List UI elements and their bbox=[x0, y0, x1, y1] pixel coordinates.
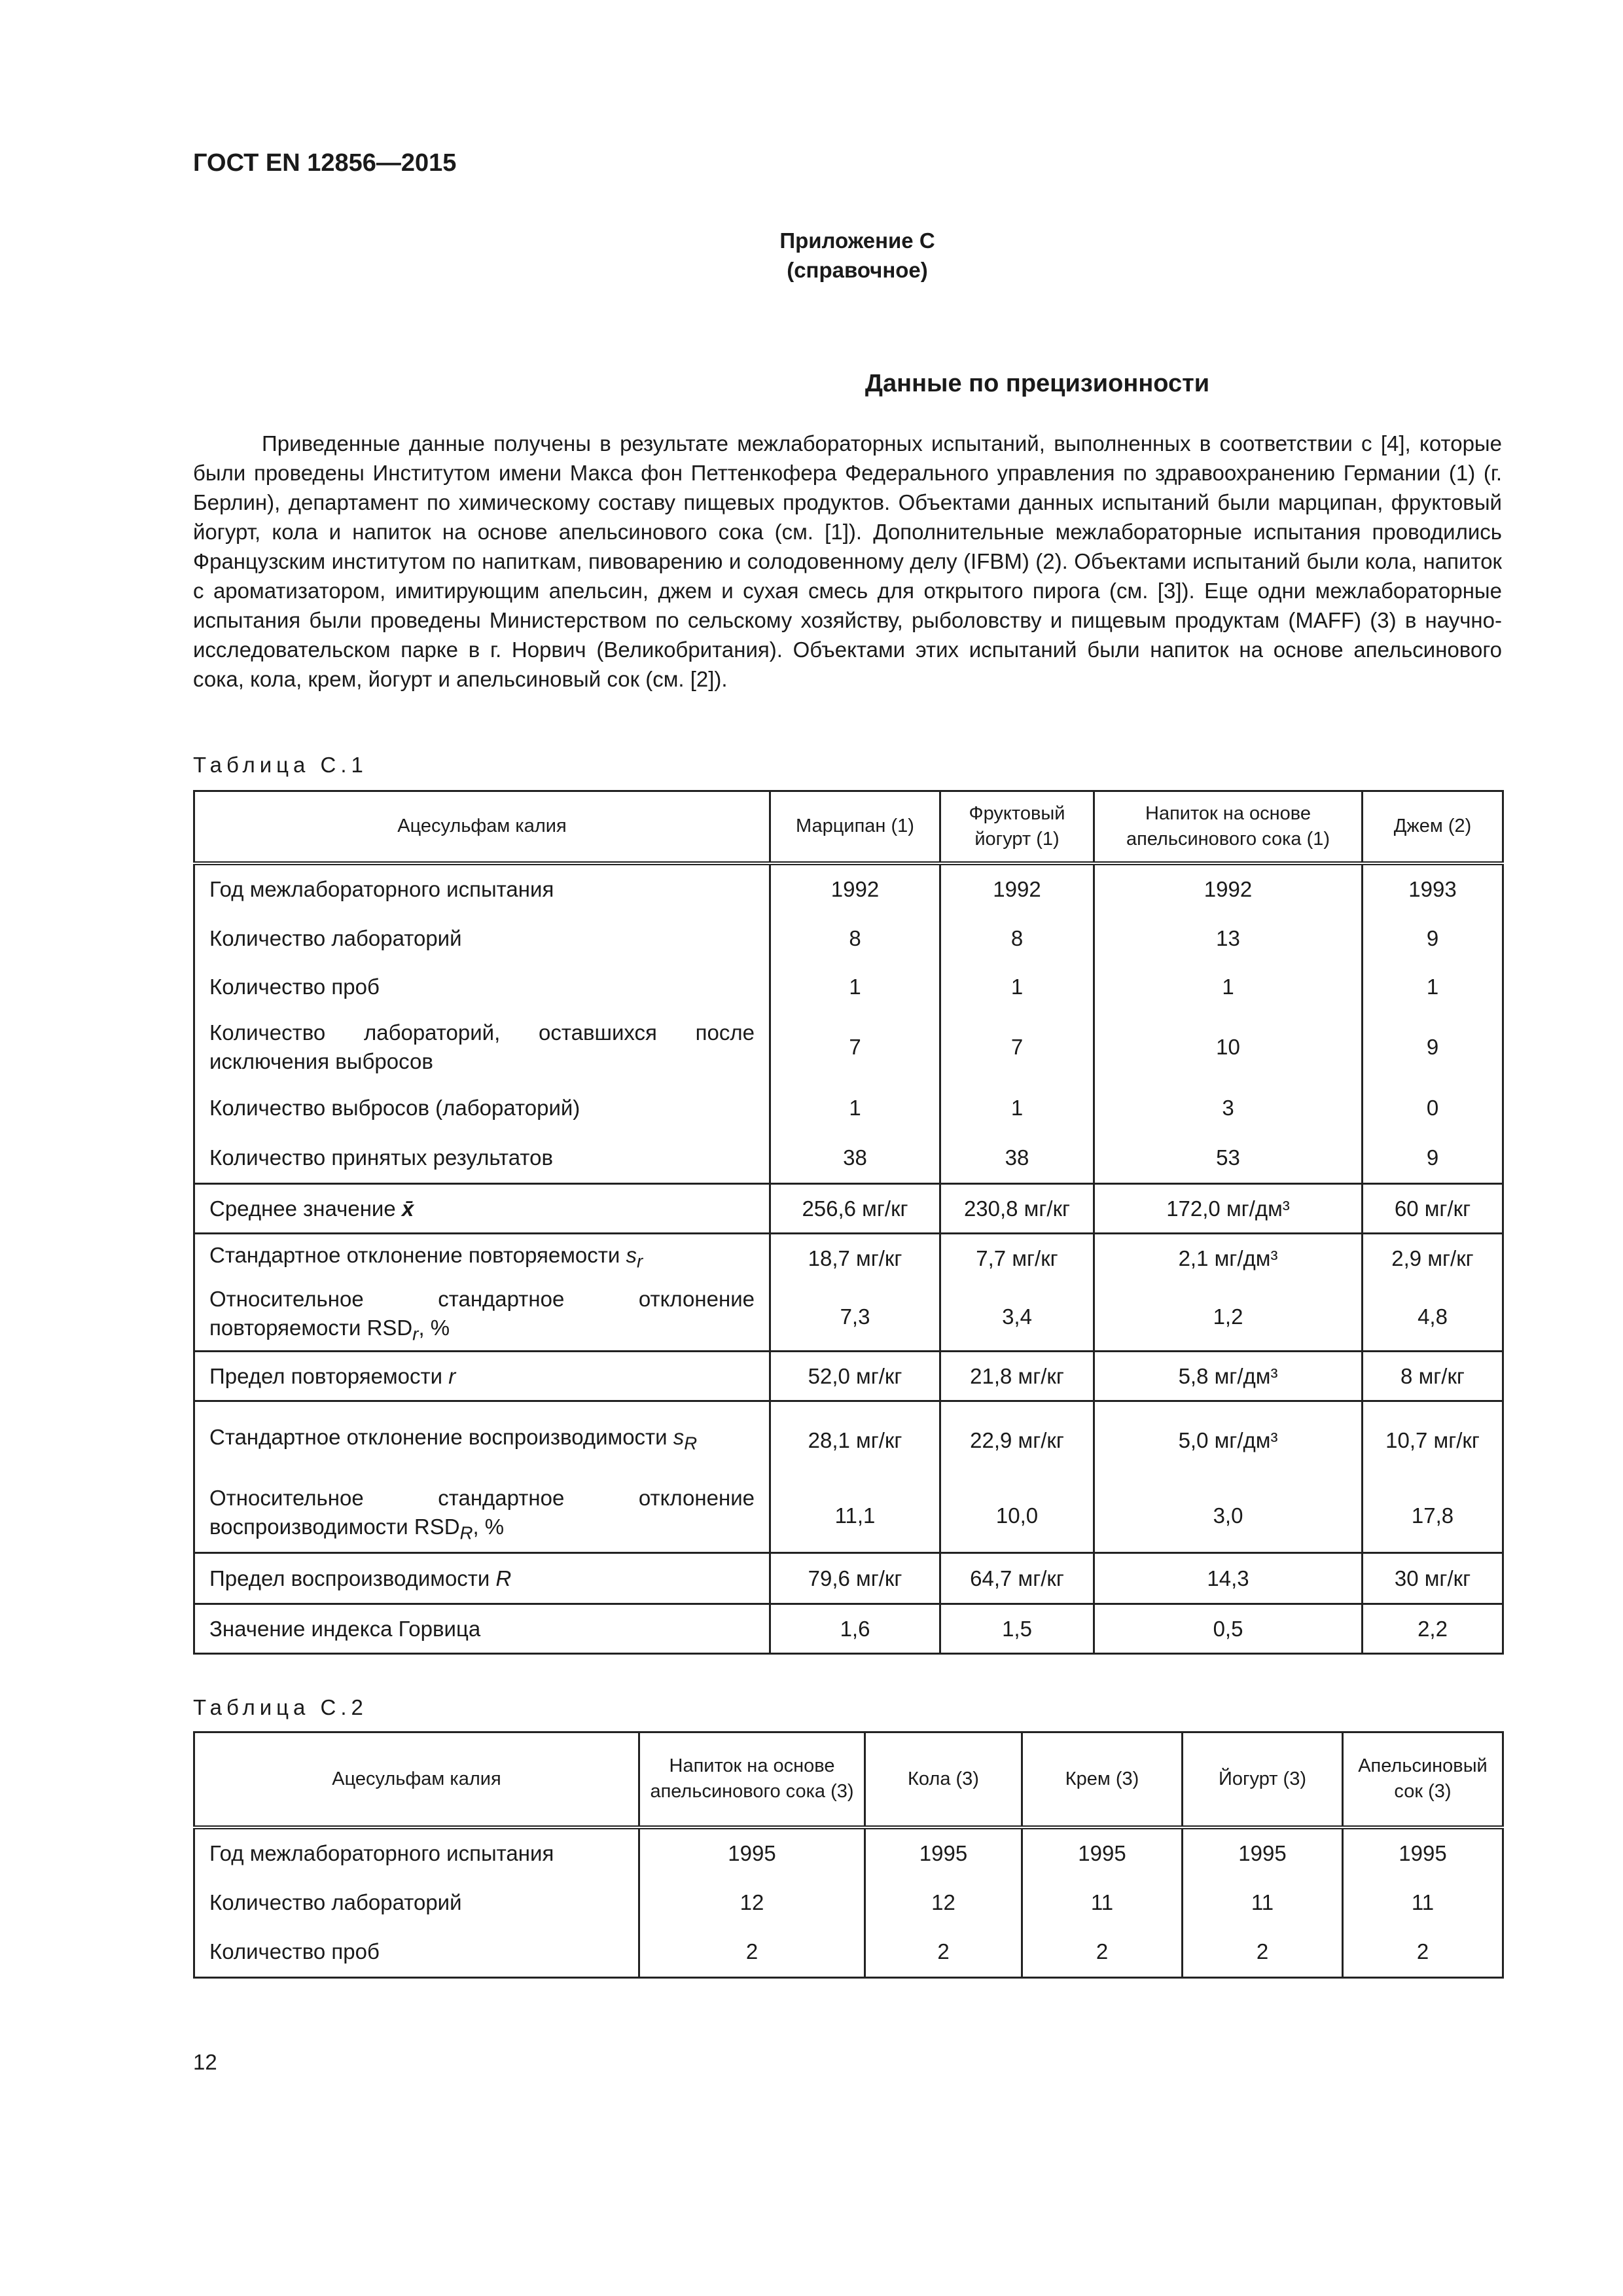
value-cell: 2 bbox=[1343, 1927, 1503, 1978]
row-label: Предел воспроизводимости R bbox=[194, 1553, 770, 1604]
value-cell: 8 bbox=[940, 914, 1094, 963]
value-cell: 11,1 bbox=[770, 1480, 940, 1553]
row-label: Относительное стандартное отклонение повторяемости $RSD_r$, % bbox=[194, 1283, 770, 1352]
value-cell: 64,7 мг/кг bbox=[940, 1553, 1094, 1604]
value-cell: 52,0 мг/кг bbox=[770, 1352, 940, 1401]
appendix-title: Приложение С bbox=[779, 228, 935, 253]
value-cell: 10,0 bbox=[940, 1480, 1094, 1553]
value-cell: 1995 bbox=[1343, 1827, 1503, 1878]
value-cell: 1 bbox=[1094, 963, 1363, 1011]
value-cell: 18,7 мг/кг bbox=[770, 1234, 940, 1283]
value-cell: 1 bbox=[1363, 963, 1503, 1011]
value-cell: 0 bbox=[1363, 1083, 1503, 1133]
value-cell: 11 bbox=[1022, 1878, 1183, 1927]
document-code: ГОСТ EN 12856—2015 bbox=[193, 149, 457, 177]
table-row bbox=[194, 1480, 1503, 1553]
table-row bbox=[194, 1352, 1503, 1401]
appendix-heading bbox=[0, 226, 1623, 285]
value-cell: 256,6 мг/кг bbox=[770, 1184, 940, 1234]
value-cell: 1,5 bbox=[940, 1604, 1094, 1654]
value-cell: 38 bbox=[770, 1133, 940, 1184]
value-cell: 7,3 bbox=[770, 1283, 940, 1352]
row-label: Год межлабораторного испытания bbox=[194, 1827, 639, 1878]
table-row bbox=[194, 1083, 1503, 1133]
row-label: Количество лабораторий bbox=[194, 1878, 639, 1927]
value-cell: 79,6 мг/кг bbox=[770, 1553, 940, 1604]
value-cell: 9 bbox=[1363, 1133, 1503, 1184]
table2-header-cell: Апельсиновый сок (3) bbox=[1343, 1732, 1503, 1827]
value-cell: 11 bbox=[1183, 1878, 1343, 1927]
value-cell: 1995 bbox=[1183, 1827, 1343, 1878]
value-cell: 1995 bbox=[639, 1827, 865, 1878]
value-cell: 22,9 мг/кг bbox=[940, 1401, 1094, 1480]
value-cell: 9 bbox=[1363, 914, 1503, 963]
value-cell: 2,9 мг/кг bbox=[1363, 1234, 1503, 1283]
table-row bbox=[194, 1604, 1503, 1654]
table2-header-cell: Йогурт (3) bbox=[1183, 1732, 1343, 1827]
table1-header-cell: Напиток на основе апельсинового сока (1) bbox=[1094, 791, 1363, 863]
row-label: Количество лабораторий bbox=[194, 914, 770, 963]
intro-paragraph: Приведенные данные получены в результате межлабораторных испытаний, выполненных в соответствии с [4], которые были проведены Институтом имени Макса фон Петтенкофера Федерального управления по здравоохранению Германии (1) (г. Берлин), департамент по химическому составу пищевых продуктов. Объектами данных испытаний были марципан, фруктовый йогурт, кола и напиток на основе апельсинового сока (см. [1]). Дополнительные межлабораторные испытания проводились Французским институтом по напиткам, пивоварению и солодовенному делу (IFBM) (2). Объектами испытаний были кола, напиток с ароматизатором, имитирующим апельсин, джем и сухая смесь для открытого пирога (см. [3]). Еще одни межлабораторные испытания были проведены Министерством по сельскому хозяйству, рыболовству и пищевым продуктам (MAFF) (3) в научно-исследовательском парке в г. Норвич (Великобритания). Объектами этих испытаний были напиток на основе апельсинового сока, кола, крем, йогурт и апельсиновый сок (см. [2]). bbox=[193, 431, 1502, 691]
table-row bbox=[194, 1011, 1503, 1083]
table-row bbox=[194, 1234, 1503, 1283]
value-cell: 1992 bbox=[940, 863, 1094, 914]
value-cell: 1 bbox=[940, 963, 1094, 1011]
table1-header-cell: Ацесульфам калия bbox=[194, 791, 770, 863]
value-cell: 10 bbox=[1094, 1011, 1363, 1083]
table-row bbox=[194, 914, 1503, 963]
value-cell: 2,2 bbox=[1363, 1604, 1503, 1654]
value-cell: 2 bbox=[865, 1927, 1022, 1978]
value-cell: 5,0 мг/дм³ bbox=[1094, 1401, 1363, 1480]
value-cell: 60 мг/кг bbox=[1363, 1184, 1503, 1234]
table-row bbox=[194, 1283, 1503, 1352]
row-label: Относительное стандартное отклонение воспроизводимости $RSD_R$, % bbox=[194, 1480, 770, 1553]
value-cell: 172,0 мг/дм³ bbox=[1094, 1184, 1363, 1234]
table-row bbox=[194, 1184, 1503, 1234]
value-cell: 1993 bbox=[1363, 863, 1503, 914]
table-row bbox=[194, 1401, 1503, 1480]
row-label: Среднее значение x̄ bbox=[194, 1184, 770, 1234]
value-cell: 1,2 bbox=[1094, 1283, 1363, 1352]
value-cell: 7 bbox=[770, 1011, 940, 1083]
table1-header-cell: Фруктовый йогурт (1) bbox=[940, 791, 1094, 863]
value-cell: 11 bbox=[1343, 1878, 1503, 1927]
value-cell: 28,1 мг/кг bbox=[770, 1401, 940, 1480]
value-cell: 3,0 bbox=[1094, 1480, 1363, 1553]
value-cell: 7,7 мг/кг bbox=[940, 1234, 1094, 1283]
table2-header-cell: Кола (3) bbox=[865, 1732, 1022, 1827]
value-cell: 2 bbox=[639, 1927, 865, 1978]
table-row bbox=[194, 1927, 1503, 1978]
table1-header-row bbox=[194, 791, 1503, 863]
value-cell: 30 мг/кг bbox=[1363, 1553, 1503, 1604]
row-label: Количество проб bbox=[194, 963, 770, 1011]
table2-header-cell: Ацесульфам калия bbox=[194, 1732, 639, 1827]
table-row bbox=[194, 863, 1503, 914]
value-cell: 12 bbox=[865, 1878, 1022, 1927]
table2-caption: Таблица С.2 bbox=[193, 1695, 368, 1719]
value-cell: 4,8 bbox=[1363, 1283, 1503, 1352]
row-label: Стандартное отклонение воспроизводимости $s_R$ bbox=[194, 1401, 770, 1480]
table-row bbox=[194, 1553, 1503, 1604]
value-cell: 5,8 мг/дм³ bbox=[1094, 1352, 1363, 1401]
value-cell: 14,3 bbox=[1094, 1553, 1363, 1604]
value-cell: 9 bbox=[1363, 1011, 1503, 1083]
value-cell: 8 bbox=[770, 914, 940, 963]
value-cell: 1995 bbox=[865, 1827, 1022, 1878]
value-cell: 2,1 мг/дм³ bbox=[1094, 1234, 1363, 1283]
page-number: 12 bbox=[193, 2050, 217, 2074]
table1-header-cell: Джем (2) bbox=[1363, 791, 1503, 863]
value-cell: 3,4 bbox=[940, 1283, 1094, 1352]
value-cell: 8 мг/кг bbox=[1363, 1352, 1503, 1401]
value-cell: 13 bbox=[1094, 914, 1363, 963]
value-cell: 1 bbox=[770, 1083, 940, 1133]
table1-header-cell: Марципан (1) bbox=[770, 791, 940, 863]
row-label: Количество принятых результатов bbox=[194, 1133, 770, 1184]
table-row bbox=[194, 963, 1503, 1011]
value-cell: 10,7 мг/кг bbox=[1363, 1401, 1503, 1480]
value-cell: 1992 bbox=[1094, 863, 1363, 914]
row-label: Значение индекса Горвица bbox=[194, 1604, 770, 1654]
table2-header-cell: Напиток на основе апельсинового сока (3) bbox=[639, 1732, 865, 1827]
value-cell: 17,8 bbox=[1363, 1480, 1503, 1553]
value-cell: 2 bbox=[1183, 1927, 1343, 1978]
table2 bbox=[193, 1731, 1504, 1979]
table-row bbox=[194, 1878, 1503, 1927]
value-cell: 1 bbox=[770, 963, 940, 1011]
value-cell: 1995 bbox=[1022, 1827, 1183, 1878]
row-label: Количество выбросов (лабораторий) bbox=[194, 1083, 770, 1133]
value-cell: 38 bbox=[940, 1133, 1094, 1184]
row-label: Стандартное отклонение повторяемости $s_r$ bbox=[194, 1234, 770, 1283]
table-row bbox=[194, 1827, 1503, 1878]
value-cell: 1992 bbox=[770, 863, 940, 914]
row-label: Год межлабораторного испытания bbox=[194, 863, 770, 914]
value-cell: 7 bbox=[940, 1011, 1094, 1083]
value-cell: 53 bbox=[1094, 1133, 1363, 1184]
table2-header-cell: Крем (3) bbox=[1022, 1732, 1183, 1827]
value-cell: 1 bbox=[940, 1083, 1094, 1133]
table1-caption: Таблица С.1 bbox=[193, 753, 368, 777]
value-cell: 230,8 мг/кг bbox=[940, 1184, 1094, 1234]
value-cell: 2 bbox=[1022, 1927, 1183, 1978]
value-cell: 3 bbox=[1094, 1083, 1363, 1133]
value-cell: 1,6 bbox=[770, 1604, 940, 1654]
table-row bbox=[194, 1133, 1503, 1184]
table1 bbox=[193, 790, 1504, 1655]
value-cell: 21,8 мг/кг bbox=[940, 1352, 1094, 1401]
row-label: Предел повторяемости r bbox=[194, 1352, 770, 1401]
row-label: Количество проб bbox=[194, 1927, 639, 1978]
section-title: Данные по прецизионности bbox=[865, 370, 1210, 397]
appendix-type: (справочное) bbox=[787, 258, 928, 282]
table2-header-row bbox=[194, 1732, 1503, 1827]
value-cell: 12 bbox=[639, 1878, 865, 1927]
value-cell: 0,5 bbox=[1094, 1604, 1363, 1654]
row-label: Количество лабораторий, оставшихся после исключения выбросов bbox=[194, 1011, 770, 1083]
